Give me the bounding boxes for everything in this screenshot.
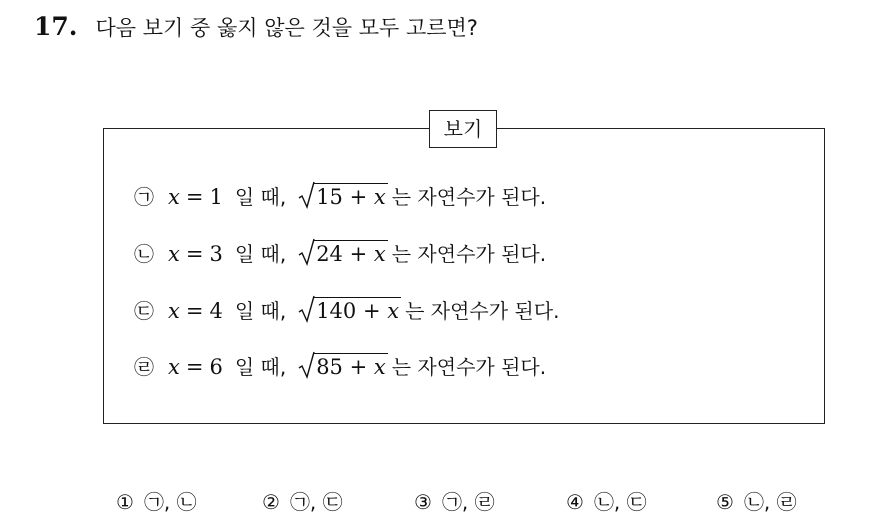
radical-sign xyxy=(298,181,315,209)
radicand-variable: x xyxy=(373,185,386,209)
item-statement: 는 자연수가 된다. xyxy=(405,299,560,323)
choice-label: ㉠, ㉢ xyxy=(289,490,343,514)
item-equals: = xyxy=(185,299,204,323)
choice-label: ㉠, ㉡ xyxy=(143,490,197,514)
radicand-variable: x xyxy=(387,299,400,323)
radical-sign xyxy=(298,238,315,266)
radicand xyxy=(314,183,388,210)
radical-sign xyxy=(298,295,315,323)
choice-number: ④ xyxy=(566,490,584,514)
item-condition: 일 때, xyxy=(234,242,287,266)
item-value: 1 xyxy=(209,185,223,209)
example-item-4 xyxy=(134,350,546,382)
radicand xyxy=(314,240,388,267)
radicand xyxy=(314,353,388,380)
item-value: 4 xyxy=(209,299,223,323)
radicand-number: 85 xyxy=(316,355,343,379)
item-value: 3 xyxy=(209,242,223,266)
item-value: 6 xyxy=(209,355,223,379)
square-root-expression xyxy=(298,350,388,383)
answer-choice-5[interactable] xyxy=(716,488,797,516)
radicand-variable: x xyxy=(373,242,386,266)
question-header xyxy=(34,12,478,44)
item-statement: 는 자연수가 된다. xyxy=(391,242,547,266)
choice-number: ① xyxy=(116,490,134,514)
example-item-2 xyxy=(134,237,546,269)
radical-sign xyxy=(298,351,315,379)
square-root-expression xyxy=(298,237,388,270)
radicand-variable: x xyxy=(373,355,386,379)
question-text: 다음 보기 중 옳지 않은 것을 모두 고르면? xyxy=(95,16,478,40)
item-variable: x xyxy=(168,299,180,323)
answer-choice-3[interactable] xyxy=(414,488,495,516)
item-statement: 는 자연수가 된다. xyxy=(391,355,547,379)
item-mark: ㉠ xyxy=(134,185,154,209)
item-variable: x xyxy=(168,355,180,379)
item-mark: ㉣ xyxy=(134,355,154,379)
item-mark: ㉢ xyxy=(134,299,154,323)
radicand-operator: + xyxy=(349,242,368,266)
item-condition: 일 때, xyxy=(234,299,287,323)
radicand-number: 15 xyxy=(316,185,343,209)
answer-choice-1[interactable] xyxy=(116,488,197,516)
square-root-expression xyxy=(298,180,388,213)
radicand-number: 140 xyxy=(316,299,357,323)
item-equals: = xyxy=(185,242,204,266)
radicand-operator: + xyxy=(362,299,381,323)
choice-label: ㉡, ㉣ xyxy=(743,490,797,514)
question-number: 17. xyxy=(34,12,78,41)
radicand xyxy=(314,297,401,324)
example-item-3 xyxy=(134,294,559,326)
radicand-operator: + xyxy=(349,355,368,379)
example-box-title: 보기 xyxy=(429,110,497,148)
answer-choice-2[interactable] xyxy=(262,488,343,516)
choice-label: ㉡, ㉢ xyxy=(593,490,647,514)
choice-label: ㉠, ㉣ xyxy=(441,490,495,514)
item-equals: = xyxy=(185,355,204,379)
item-statement: 는 자연수가 된다. xyxy=(391,185,547,209)
choice-number: ③ xyxy=(414,490,432,514)
item-variable: x xyxy=(168,242,180,266)
item-equals: = xyxy=(185,185,204,209)
item-condition: 일 때, xyxy=(234,185,287,209)
radicand-operator: + xyxy=(349,185,368,209)
example-item-1 xyxy=(134,180,546,212)
answer-choice-4[interactable] xyxy=(566,488,647,516)
item-mark: ㉡ xyxy=(134,242,154,266)
choice-number: ② xyxy=(262,490,280,514)
item-variable: x xyxy=(168,185,180,209)
radicand-number: 24 xyxy=(316,242,343,266)
choice-number: ⑤ xyxy=(716,490,734,514)
item-condition: 일 때, xyxy=(234,355,287,379)
square-root-expression xyxy=(298,294,401,327)
